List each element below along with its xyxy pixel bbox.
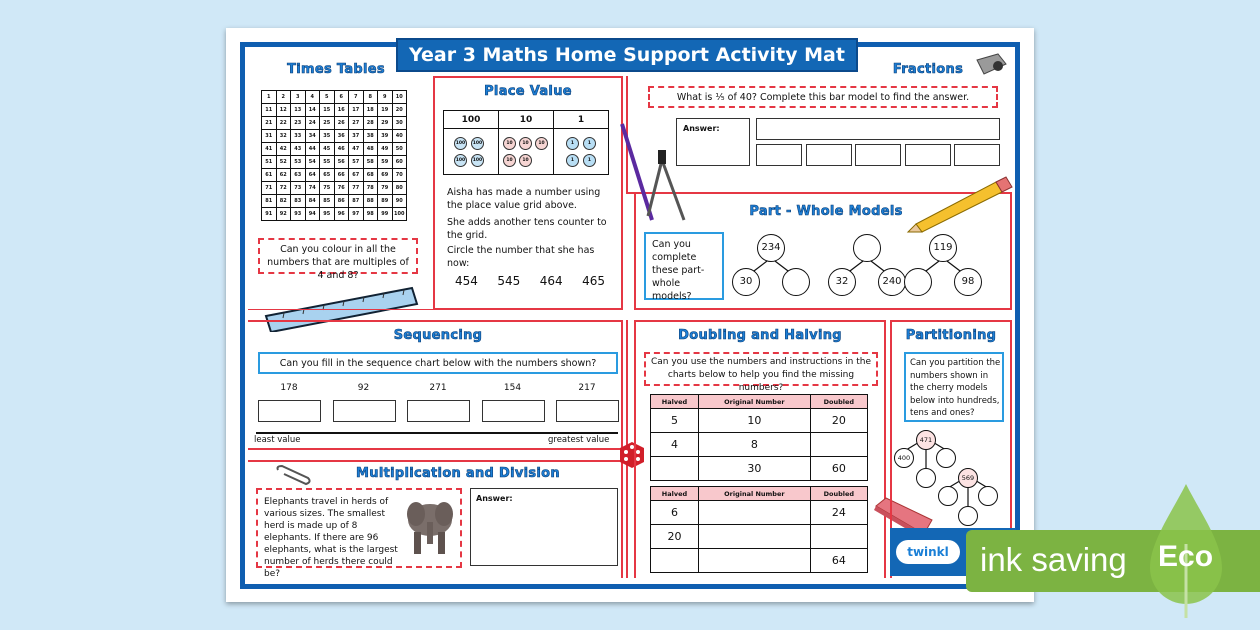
hundred-square-cell[interactable]: 48	[363, 143, 378, 156]
hundred-square-cell[interactable]: 71	[262, 182, 277, 195]
pw-part-left: 32	[828, 268, 856, 296]
pv-options	[455, 274, 605, 288]
eco-badge-text: ink saving	[980, 541, 1127, 578]
sharpener-icon	[974, 52, 1008, 80]
hundred-square-cell[interactable]: 55	[320, 156, 335, 169]
hundred-square-cell[interactable]: 27	[349, 117, 364, 130]
hundred-square-cell[interactable]: 100	[392, 208, 407, 221]
doubling-row	[651, 433, 868, 457]
hundred-square-cell[interactable]: 82	[276, 195, 291, 208]
pv-text-3: Circle the number that she has now:	[447, 245, 595, 269]
tens-counter: 10	[503, 137, 516, 150]
hundred-square-cell[interactable]: 46	[334, 143, 349, 156]
ones-counter: 1	[566, 154, 579, 167]
least-value-label: least value	[254, 435, 301, 445]
doubling-cell[interactable]	[698, 501, 810, 525]
doubling-cell[interactable]	[698, 549, 810, 573]
partitioning-prompt-box	[904, 352, 1004, 422]
doubling-header: Halved	[651, 487, 699, 501]
sequence-box[interactable]	[258, 400, 321, 422]
bar-model-part[interactable]	[954, 144, 1000, 166]
hundred-square-cell[interactable]: 32	[276, 130, 291, 143]
tens-counter: 10	[503, 154, 516, 167]
doubling-cell: 8	[698, 433, 810, 457]
hundreds-counter: 100	[471, 154, 484, 167]
pv-tens-cell	[499, 129, 554, 175]
hundred-square-cell[interactable]: 61	[262, 169, 277, 182]
hundred-square-cell[interactable]: 57	[349, 156, 364, 169]
hundred-square-cell[interactable]: 74	[305, 182, 320, 195]
hundred-square-cell[interactable]: 91	[262, 208, 277, 221]
hundred-square-cell[interactable]: 47	[349, 143, 364, 156]
hundred-square-cell[interactable]: 43	[291, 143, 306, 156]
doubling-row	[651, 457, 868, 481]
fractions-question: What is ⅕ of 40? Complete this bar model to find the answer.	[676, 92, 970, 103]
compass-icon	[620, 120, 690, 230]
hundred-square-cell[interactable]: 15	[320, 104, 335, 117]
sequencing-panel	[248, 320, 623, 450]
doubling-header: Original Number	[698, 487, 810, 501]
times-tables-question: Can you colour in all the numbers that are multiples of 4 and 8?	[267, 244, 409, 281]
hundred-square-cell[interactable]: 99	[378, 208, 393, 221]
cherry-1-left[interactable]: 400	[894, 448, 914, 468]
doubling-cell: 64	[810, 549, 867, 573]
hundred-square-cell[interactable]: 60	[392, 156, 407, 169]
sequence-box[interactable]	[482, 400, 545, 422]
hundred-square-cell[interactable]: 58	[363, 156, 378, 169]
cherry-2-left[interactable]	[938, 486, 958, 506]
sequencing-question: Can you fill in the sequence chart below with the numbers shown?	[279, 358, 597, 369]
cherry-2-bottom[interactable]	[958, 506, 978, 526]
cherry-1-bottom[interactable]	[916, 468, 936, 488]
hundreds-counter: 100	[454, 154, 467, 167]
hundred-square-cell[interactable]: 39	[378, 130, 393, 143]
hundred-square-cell[interactable]: 95	[320, 208, 335, 221]
elephant-icon	[398, 496, 458, 560]
hundred-square-cell[interactable]: 79	[378, 182, 393, 195]
tens-counter: 10	[519, 154, 532, 167]
doubling-heading: Doubling and Halving	[678, 328, 842, 343]
doubling-cell: 30	[698, 457, 810, 481]
hundred-square-cell[interactable]: 77	[349, 182, 364, 195]
hundred-square-cell[interactable]: 89	[378, 195, 393, 208]
pv-hundreds-cell	[444, 129, 499, 175]
hundred-square-cell[interactable]: 54	[305, 156, 320, 169]
pencil-icon	[906, 174, 1016, 234]
hundred-square-cell[interactable]: 44	[305, 143, 320, 156]
hundred-square-cell[interactable]: 34	[305, 130, 320, 143]
sequence-box[interactable]	[407, 400, 470, 422]
hundred-square-cell[interactable]: 69	[378, 169, 393, 182]
cherry-models	[892, 430, 1012, 530]
hundred-square-cell[interactable]: 51	[262, 156, 277, 169]
hundred-square-cell[interactable]: 63	[291, 169, 306, 182]
pw-whole: 234	[757, 234, 785, 262]
pw-part-right: 98	[954, 268, 982, 296]
hundred-square-cell[interactable]: 24	[305, 117, 320, 130]
hundred-square-cell[interactable]: 42	[276, 143, 291, 156]
hundred-square-cell[interactable]: 62	[276, 169, 291, 182]
doubling-cell[interactable]	[810, 433, 867, 457]
tens-counter: 10	[519, 137, 532, 150]
doubling-panel	[634, 320, 886, 578]
hundred-square-cell[interactable]: 65	[320, 169, 335, 182]
hundreds-counter: 100	[454, 137, 467, 150]
hundred-square-cell[interactable]: 81	[262, 195, 277, 208]
part-whole-panel	[634, 192, 1012, 310]
hundred-square-cell[interactable]: 73	[291, 182, 306, 195]
hundred-square-cell[interactable]: 66	[334, 169, 349, 182]
place-value-panel	[433, 76, 623, 310]
doubling-header: Doubled	[810, 395, 867, 409]
ones-counter: 1	[583, 154, 596, 167]
activity-mat-sheet	[226, 28, 1034, 602]
sequence-number: 154	[503, 383, 522, 393]
mat-title: Year 3 Maths Home Support Activity Mat	[396, 38, 858, 72]
fractions-answer-label: Answer:	[683, 124, 720, 133]
hundred-square-cell[interactable]: 36	[334, 130, 349, 143]
doubling-table-1	[650, 394, 868, 481]
hundred-square-cell[interactable]: 97	[349, 208, 364, 221]
hundred-square-cell[interactable]: 72	[276, 182, 291, 195]
hundred-square-cell[interactable]: 9	[378, 91, 393, 104]
doubling-cell: 20	[810, 409, 867, 433]
part-whole-prompt: Can you complete these part-whole models?	[652, 239, 705, 302]
doubling-row	[651, 549, 868, 573]
pv-ones-cell	[554, 129, 609, 175]
doubling-cell: 6	[651, 501, 699, 525]
place-value-heading: Place Value	[484, 84, 572, 99]
hundred-square-cell[interactable]: 93	[291, 208, 306, 221]
bar-model-whole[interactable]	[756, 118, 1000, 140]
mult-div-answer-label: Answer:	[476, 494, 513, 503]
sequence-number: 217	[578, 383, 596, 393]
sequence-box[interactable]	[556, 400, 619, 422]
hundred-square-cell[interactable]: 23	[291, 117, 306, 130]
hundred-square-cell[interactable]: 1	[262, 91, 277, 104]
hundred-square-cell[interactable]: 45	[320, 143, 335, 156]
doubling-header: Doubled	[810, 487, 867, 501]
hundred-square-cell[interactable]: 12	[276, 104, 291, 117]
paperclip-icon	[274, 464, 314, 486]
doubling-cell: 60	[810, 457, 867, 481]
hundred-square-cell[interactable]: 8	[363, 91, 378, 104]
pv-text-2: She adds another tens counter to the grid.	[447, 217, 607, 241]
hundred-square-cell[interactable]: 40	[392, 130, 407, 143]
doubling-cell: 5	[651, 409, 699, 433]
hundred-square-cell[interactable]: 5	[320, 91, 335, 104]
hundred-square-cell[interactable]: 37	[349, 130, 364, 143]
hundred-square-cell[interactable]: 38	[363, 130, 378, 143]
hundred-square-cell[interactable]: 35	[320, 130, 335, 143]
hundred-square-cell[interactable]: 53	[291, 156, 306, 169]
pv-col-ones: 1	[554, 111, 609, 129]
mult-div-panel	[248, 460, 623, 578]
hundred-square-cell[interactable]: 94	[305, 208, 320, 221]
hundred-square-cell[interactable]: 64	[305, 169, 320, 182]
hundred-square-cell[interactable]: 52	[276, 156, 291, 169]
ones-counter: 1	[566, 137, 579, 150]
times-tables-heading: Times Tables	[287, 62, 385, 77]
doubling-question-box	[644, 352, 878, 393]
doubling-cell[interactable]	[810, 525, 867, 549]
doubling-cell: 24	[810, 501, 867, 525]
doubling-cell: 20	[651, 525, 699, 549]
doubling-cell[interactable]	[651, 457, 699, 481]
times-tables-question-box	[258, 238, 418, 281]
pw-part-right[interactable]	[782, 268, 810, 296]
doubling-cell: 4	[651, 433, 699, 457]
mult-div-heading: Multiplication and Division	[356, 466, 560, 481]
hundred-square-cell[interactable]: 22	[276, 117, 291, 130]
twinkl-logo: twinkl	[896, 540, 960, 564]
hundred-square-cell[interactable]: 7	[349, 91, 364, 104]
hundred-square-cell[interactable]: 70	[392, 169, 407, 182]
pw-part-right: 240	[878, 268, 906, 296]
doubling-row	[651, 501, 868, 525]
pw-whole[interactable]	[853, 234, 881, 262]
doubling-row	[651, 409, 868, 433]
pv-col-tens: 10	[499, 111, 554, 129]
hundred-square-cell[interactable]: 83	[291, 195, 306, 208]
hundred-square-cell[interactable]: 3	[291, 91, 306, 104]
bar-model-part[interactable]	[806, 144, 852, 166]
pw-whole: 119	[929, 234, 957, 262]
hundred-square-cell[interactable]: 68	[363, 169, 378, 182]
pv-col-hundreds: 100	[444, 111, 499, 129]
hundred-square-cell[interactable]: 19	[378, 104, 393, 117]
doubling-cell[interactable]	[698, 525, 810, 549]
hundred-square-cell[interactable]: 20	[392, 104, 407, 117]
sequence-box[interactable]	[333, 400, 396, 422]
hundred-square-cell[interactable]: 11	[262, 104, 277, 117]
hundred-square-cell[interactable]: 2	[276, 91, 291, 104]
sequence-number: 92	[357, 383, 370, 393]
mult-div-answer-box[interactable]	[470, 488, 618, 566]
tens-counter: 10	[535, 137, 548, 150]
hundred-square-cell[interactable]: 86	[334, 195, 349, 208]
pv-option[interactable]: 454	[455, 274, 478, 288]
greatest-value-label: greatest value	[548, 435, 610, 445]
doubling-cell: 10	[698, 409, 810, 433]
doubling-cell[interactable]	[651, 549, 699, 573]
hundred-square-cell[interactable]: 87	[349, 195, 364, 208]
doubling-header: Halved	[651, 395, 699, 409]
hundred-square-cell[interactable]: 50	[392, 143, 407, 156]
bar-model-part[interactable]	[855, 144, 901, 166]
partitioning-prompt: Can you partition the numbers shown in the cherry models below into hundreds, tens and ones?	[910, 358, 1001, 418]
mult-div-problem-box	[256, 488, 462, 579]
mult-div-problem: Elephants travel in herds of various sizes. The smallest herd is made up of 8 elephants. If there are 96 elephants, what is the largest number of herds there could be?	[264, 497, 398, 579]
hundred-square-cell[interactable]: 14	[305, 104, 320, 117]
hundred-square-cell[interactable]: 78	[363, 182, 378, 195]
hundred-square-cell[interactable]: 4	[305, 91, 320, 104]
hundred-square-cell[interactable]: 85	[320, 195, 335, 208]
hundred-square-cell[interactable]: 33	[291, 130, 306, 143]
sequence-number: 178	[280, 383, 298, 393]
hundred-square-cell[interactable]: 88	[363, 195, 378, 208]
hundred-square-cell[interactable]: 80	[392, 182, 407, 195]
pv-option[interactable]: 545	[497, 274, 521, 288]
doubling-row	[651, 525, 868, 549]
hundred-square-cell[interactable]: 28	[363, 117, 378, 130]
hundred-square-cell[interactable]: 59	[378, 156, 393, 169]
bar-model-part[interactable]	[905, 144, 951, 166]
cherry-1-right[interactable]	[936, 448, 956, 468]
hundred-square-cell[interactable]: 16	[334, 104, 349, 117]
hundred-square-cell[interactable]: 30	[392, 117, 407, 130]
cherry-2-top: 569	[958, 468, 978, 488]
place-value-grid	[443, 110, 609, 175]
hundred-square-cell[interactable]: 31	[262, 130, 277, 143]
sequence-number: 271	[429, 383, 447, 393]
hundred-square-cell[interactable]: 25	[320, 117, 335, 130]
hundred-square-cell[interactable]: 41	[262, 143, 277, 156]
cherry-2-right[interactable]	[978, 486, 998, 506]
pv-text-1: Aisha has made a number using the place value grid above.	[447, 187, 601, 211]
fractions-heading: Fractions	[892, 62, 964, 77]
hundreds-counter: 100	[471, 137, 484, 150]
pw-part-left: 30	[732, 268, 760, 296]
cherry-1-top: 471	[916, 430, 936, 450]
partitioning-heading: Partitioning	[905, 328, 997, 343]
hundred-square-cell[interactable]: 84	[305, 195, 320, 208]
part-whole-heading: Part - Whole Models	[749, 204, 903, 219]
hundred-square-cell[interactable]: 56	[334, 156, 349, 169]
sequencing-question-box	[258, 352, 618, 374]
hundred-square-cell[interactable]: 18	[363, 104, 378, 117]
fractions-question-box	[648, 86, 998, 108]
hundred-square-cell[interactable]: 90	[392, 195, 407, 208]
hundred-square-cell[interactable]: 75	[320, 182, 335, 195]
pv-option[interactable]: 464	[539, 274, 563, 288]
hundred-square	[261, 90, 407, 221]
doubling-question: Can you use the numbers and instructions in the charts below to help you find the missing numbers?	[650, 357, 872, 393]
eco-label: Eco	[1158, 540, 1214, 573]
hundred-square-cell[interactable]: 49	[378, 143, 393, 156]
ones-counter: 1	[583, 137, 596, 150]
hundred-square-cell[interactable]: 96	[334, 208, 349, 221]
hundred-square-cell[interactable]: 17	[349, 104, 364, 117]
hundred-square-cell[interactable]: 21	[262, 117, 277, 130]
hundred-square-cell[interactable]: 10	[392, 91, 407, 104]
hundred-square-cell[interactable]: 26	[334, 117, 349, 130]
hundred-square-cell[interactable]: 92	[276, 208, 291, 221]
doubling-header: Original Number	[698, 395, 810, 409]
pw-part-left[interactable]	[904, 268, 932, 296]
hundred-square-cell[interactable]: 6	[334, 91, 349, 104]
doubling-table-2	[650, 486, 868, 573]
bar-model-part[interactable]	[756, 144, 802, 166]
hundred-square-cell[interactable]: 29	[378, 117, 393, 130]
sequencing-heading: Sequencing	[393, 328, 483, 343]
hundred-square-cell[interactable]: 76	[334, 182, 349, 195]
hundred-square-cell[interactable]: 98	[363, 208, 378, 221]
hundred-square-cell[interactable]: 67	[349, 169, 364, 182]
hundred-square-cell[interactable]: 13	[291, 104, 306, 117]
part-whole-prompt-box	[644, 232, 724, 300]
pv-option[interactable]: 465	[582, 274, 605, 288]
